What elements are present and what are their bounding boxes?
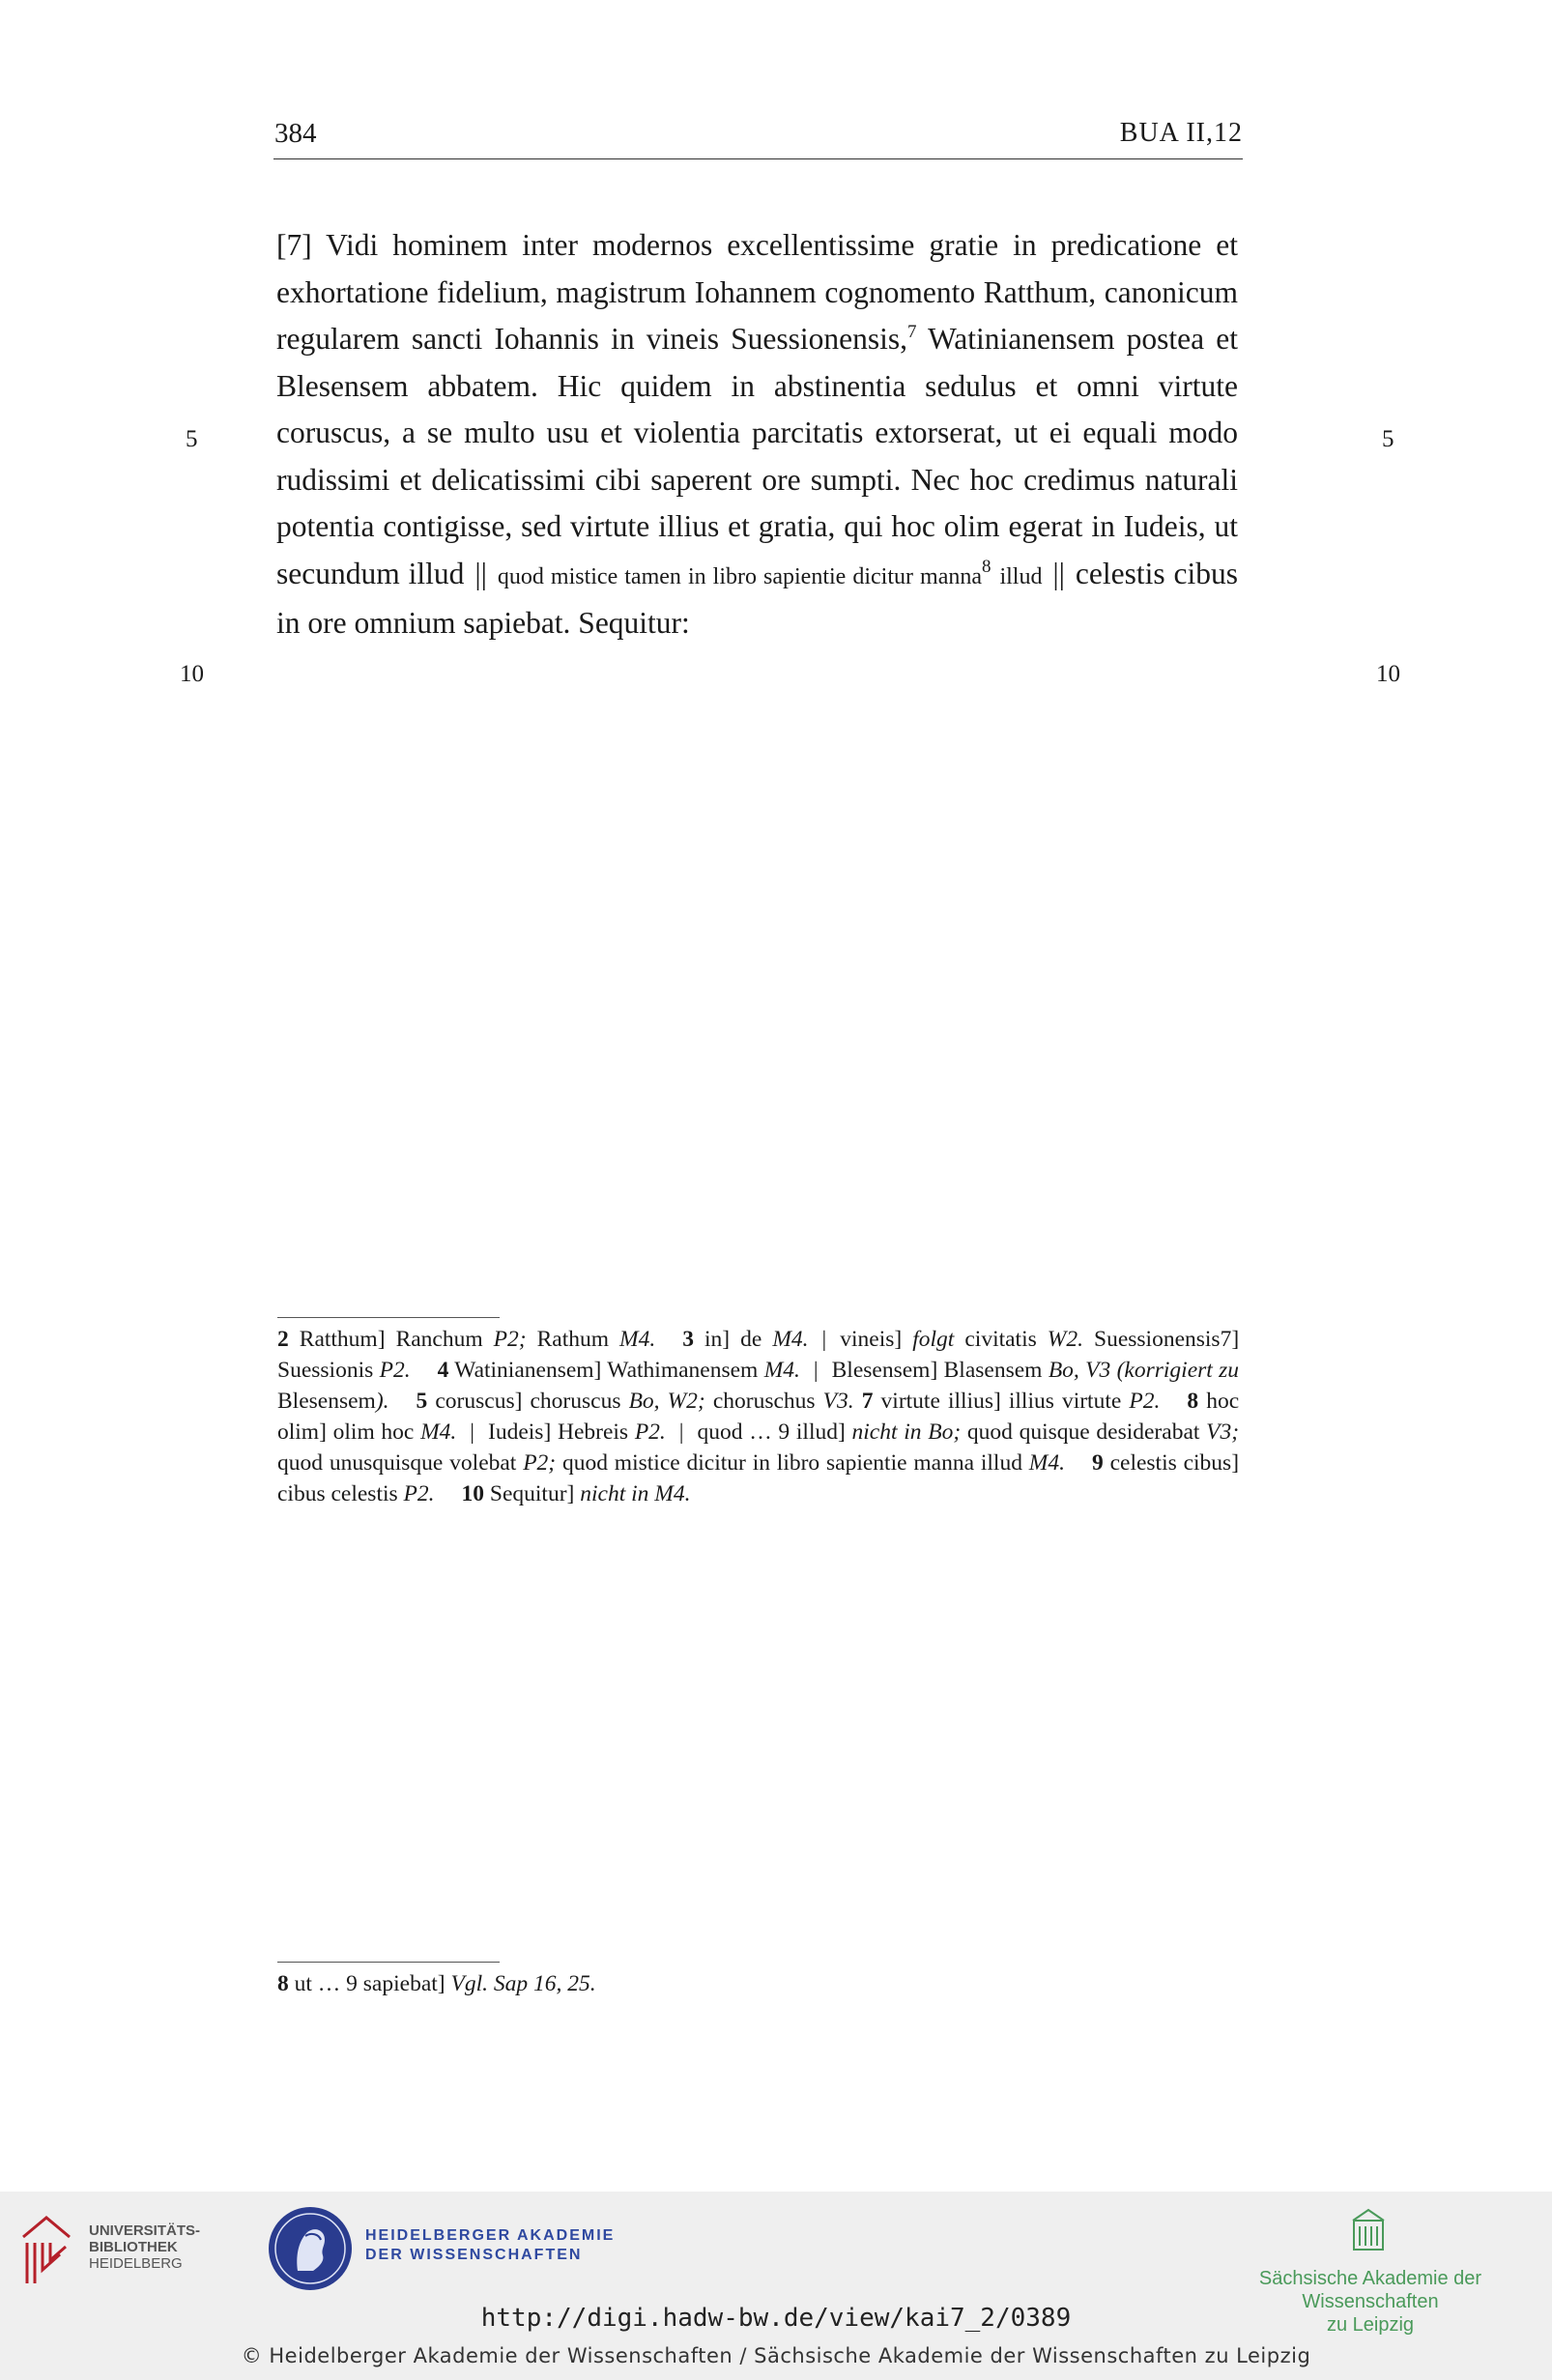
- running-title: BUA II,12: [1119, 118, 1243, 148]
- app-variant: Hebreis: [558, 1419, 629, 1445]
- app-note: nicht in M4.: [580, 1481, 691, 1506]
- main-text-part-3: celestis cibus in ore omnium sapiebat. Sequitur:: [276, 556, 1239, 640]
- app-lemma: coruscus]: [435, 1389, 523, 1414]
- app-line-num: 7: [861, 1389, 874, 1414]
- variant-insert-2: illud: [999, 563, 1043, 589]
- app-variant: choruschus: [712, 1389, 816, 1414]
- app-variant: choruscus: [530, 1389, 621, 1414]
- source-apparatus: [277, 1968, 1239, 1999]
- variant-insert-1: quod mistice tamen in libro sapientie dicitur manna: [497, 563, 983, 589]
- permalink-url[interactable]: http://digi.hadw-bw.de/view/kai7_2/0389: [480, 2304, 1072, 2333]
- app-line-num: 3: [682, 1327, 694, 1352]
- app-variant: de: [740, 1327, 762, 1352]
- ub-line-2: BIBLIOTHEK: [89, 2239, 178, 2255]
- footnote-marker-7: 7: [907, 322, 917, 342]
- app-lemma: hoc olim]: [277, 1389, 1240, 1445]
- app-siglum: P2;: [493, 1327, 527, 1352]
- saw-line-2: zu Leipzig: [1326, 2314, 1415, 2336]
- app-variant: Blasensem: [943, 1358, 1043, 1383]
- hadw-seal-icon: [269, 2207, 352, 2290]
- app-lemma: celestis cibus]: [1109, 1450, 1240, 1476]
- app-line-num: 2: [277, 1327, 289, 1352]
- line-number-5-right: 5: [1382, 426, 1394, 452]
- footnote-marker-8: 8: [982, 556, 992, 577]
- header-rule: [273, 158, 1243, 159]
- critical-apparatus: [277, 1324, 1239, 1509]
- app-variant: olim hoc: [332, 1419, 415, 1445]
- app-note: nicht in Bo;: [851, 1419, 962, 1445]
- app-siglum: P2.: [403, 1481, 435, 1506]
- app-line-num: 4: [437, 1358, 449, 1383]
- source-line-num: 8: [277, 1971, 289, 1996]
- app-variant: Ranchum: [395, 1327, 483, 1352]
- app-lemma: quod … 9 illud]: [697, 1419, 846, 1445]
- app-variant: Rathum: [536, 1327, 610, 1352]
- app-lemma: Watinianensem]: [454, 1358, 602, 1383]
- hadw-line-2: DER WISSENSCHAFTEN: [365, 2247, 583, 2263]
- copyright-notice: © Heidelberger Akademie der Wissenschaften / Sächsische Akademie der Wissenschaften zu Leipzig: [241, 2344, 1311, 2367]
- app-lemma: Sequitur]: [489, 1481, 575, 1506]
- app-siglum: V3.: [822, 1389, 854, 1414]
- app-siglum: Bo, V3 (korrigiert zu: [1048, 1358, 1240, 1383]
- app-separator: |: [678, 1419, 684, 1445]
- app-lemma: Blesensem]: [831, 1358, 938, 1383]
- app-separator: |: [821, 1327, 827, 1352]
- app-variant: civitatis: [964, 1327, 1037, 1352]
- app-variant: cibus celestis: [277, 1481, 398, 1506]
- ub-heidelberg-logo-icon: [17, 2210, 75, 2287]
- app-siglum: P2.: [379, 1358, 411, 1383]
- app-variant: quod unusquisque volebat: [277, 1450, 517, 1476]
- app-siglum: M4.: [1028, 1450, 1065, 1476]
- app-siglum: P2;: [523, 1450, 557, 1476]
- app-lemma: Iudeis]: [488, 1419, 552, 1445]
- app-line-num: 10: [461, 1481, 485, 1506]
- app-line-num: 9: [1092, 1450, 1104, 1476]
- app-siglum: P2.: [634, 1419, 666, 1445]
- source-reference: Vgl. Sap 16, 25.: [450, 1971, 596, 1996]
- app-lemma: virtute illius]: [880, 1389, 1001, 1414]
- app-variant: Wathimanensem: [607, 1358, 759, 1383]
- app-variant: illius virtute: [1008, 1389, 1122, 1414]
- app-lemma: Suessionensis7]: [1094, 1327, 1240, 1352]
- source-lemma: ut … 9 sapiebat]: [294, 1971, 445, 1996]
- line-number-5-left: 5: [186, 426, 198, 452]
- saw-line-1: Sächsische Akademie der Wissenschaften: [1258, 2268, 1482, 2312]
- app-variant: quod quisque desiderabat: [966, 1419, 1200, 1445]
- app-siglum: M4.: [763, 1358, 800, 1383]
- main-text-part-2: Watinianensem postea et Blesensem abbatem. Hic quidem in abstinentia sedulus et omni virtute coruscus, a se multo usu et violentia parcitatis extorserat, ut ei equali modo rudissimi et delicatissimi cibi saperent ore sumpti. Nec hoc credimus naturali potentia contigisse, sed virtute illius et gratia, qui hoc olim egerat in Iudeis, ut secundum illud: [276, 322, 1238, 590]
- app-separator: |: [813, 1358, 819, 1383]
- app-siglum: M4.: [420, 1419, 457, 1445]
- app-separator: |: [470, 1419, 475, 1445]
- ub-heidelberg-label: [89, 2222, 200, 2272]
- variant-bar-close: ||: [1052, 556, 1065, 590]
- apparatus-rule: [277, 1317, 500, 1318]
- line-number-10-left: 10: [180, 661, 204, 687]
- app-siglum: ).: [375, 1389, 389, 1414]
- app-note: folgt: [912, 1327, 955, 1352]
- variant-bar-open: ||: [474, 556, 487, 590]
- ub-line-3: HEIDELBERG: [89, 2255, 183, 2272]
- app-variant: Suessionis: [277, 1358, 374, 1383]
- sources-rule: [277, 1962, 500, 1963]
- app-siglum: W2.: [1047, 1327, 1083, 1352]
- app-lemma: vineis]: [840, 1327, 903, 1352]
- app-line-num: 5: [416, 1389, 428, 1414]
- ub-line-1: UNIVERSITÄTS-: [89, 2222, 201, 2239]
- saw-building-icon: [1349, 2207, 1388, 2253]
- app-line-num: 8: [1187, 1389, 1199, 1414]
- app-variant: quod mistice dicitur in libro sapientie manna illud: [561, 1450, 1022, 1476]
- app-siglum: Bo, W2;: [628, 1389, 705, 1414]
- app-siglum: V3;: [1206, 1419, 1240, 1445]
- line-number-10-right: 10: [1376, 661, 1400, 687]
- app-lemma: Ratthum]: [299, 1327, 386, 1352]
- app-siglum: M4.: [619, 1327, 656, 1352]
- main-text-part-1: [7] Vidi hominem inter modernos excellentissime gratie in predicatione et exhortatione fidelium, magistrum Iohannem cognomento Ratthum, canonicum regularem sancti Iohannis in vineis Suessionensis,: [276, 228, 1238, 356]
- app-siglum: P2.: [1129, 1389, 1161, 1414]
- hadw-line-1: HEIDELBERGER AKADEMIE: [365, 2227, 616, 2244]
- app-variant: Blesensem: [277, 1389, 376, 1414]
- hadw-label: [365, 2226, 615, 2265]
- page-number: 384: [274, 118, 317, 149]
- app-lemma: in]: [704, 1327, 731, 1352]
- main-text: [276, 222, 1238, 647]
- app-siglum: M4.: [772, 1327, 809, 1352]
